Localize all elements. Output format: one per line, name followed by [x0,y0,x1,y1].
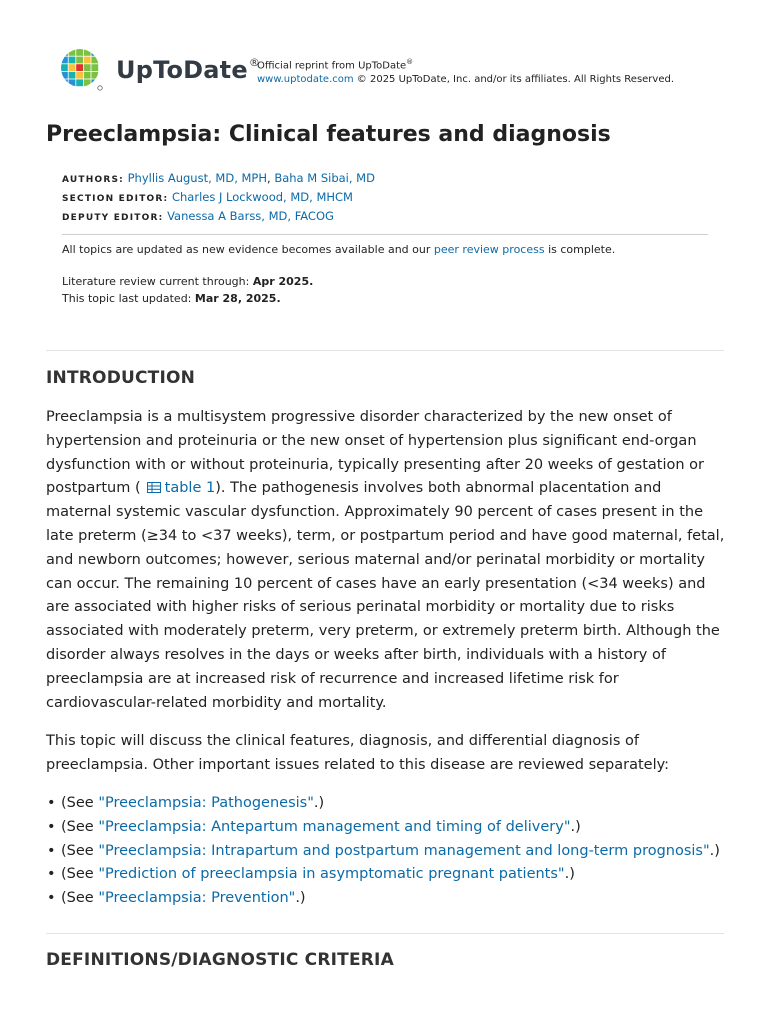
bullet: • [47,866,56,883]
section-divider [46,933,724,934]
topic-link-intrapartum-postpartum[interactable]: "Preeclampsia: Intrapartum and postpartum management and long-term prognosis" [98,842,710,859]
section-editor-row [62,189,375,208]
deputy-editor-label: DEPUTY EDITOR: [62,213,164,223]
see-suffix: .) [570,818,581,835]
section-heading-introduction: INTRODUCTION [46,368,196,388]
list-item [46,792,720,816]
logo-tile [84,49,91,56]
deputy-editor-link[interactable]: Vanessa A Barss, MD, FACOG [167,209,334,223]
deputy-editor-row [62,208,375,227]
site-link[interactable]: www.uptodate.com [257,74,354,86]
contributors-block [62,170,375,227]
bullet: • [47,818,56,835]
lit-review-date: Apr 2025. [252,275,314,288]
logo-tile [91,72,98,79]
logo-tile [91,79,98,86]
brand-header [60,48,260,92]
see-suffix: .) [564,866,575,883]
topic-link-prevention[interactable]: "Preeclampsia: Prevention" [98,890,296,907]
see-suffix: .) [313,795,325,811]
reprint-registered-mark: ® [406,58,414,66]
intro-paragraph [46,406,726,715]
section-editor-label: SECTION EDITOR: [62,194,169,204]
reprint-notice [257,55,674,87]
logo-tile [61,79,68,86]
authors-row [62,170,375,189]
scope-paragraph: This topic will discuss the clinical features, diagnosis, and differential diagnosis of preeclampsia. Other important issues related to this disease are reviewed separately: [46,733,670,773]
reprint-line: Official reprint from UpToDate [257,60,407,72]
logo-tile [84,72,91,79]
update-notice [62,243,615,256]
topic-link-pathogenesis[interactable]: "Preeclampsia: Pathogenesis" [98,795,314,811]
notice-text-end: is complete. [544,243,616,256]
logo-tile [84,64,91,71]
topic-link-prediction[interactable]: "Prediction of preeclampsia in asymptomatic pregnant patients" [98,866,565,883]
page-title: Preeclampsia: Clinical features and diagnosis [46,122,611,147]
see-prefix: (See [61,795,99,811]
logo-tile [69,79,76,86]
table-1-link[interactable]: table 1 [164,480,216,497]
logo-tile [61,64,68,71]
see-prefix: (See [61,842,99,859]
logo-tile [76,72,83,79]
related-topics-list [46,792,720,911]
logo-tile [61,57,68,64]
divider [62,234,708,235]
last-updated-date: Mar 28, 2025. [194,292,281,305]
table-icon [147,478,161,489]
bullet: • [47,842,56,859]
peer-review-link[interactable]: peer review process [433,243,545,256]
logo-tile [76,79,83,86]
see-suffix: .) [295,890,306,907]
list-item [46,887,720,911]
see-prefix: (See [61,818,99,835]
section-heading-definitions: DEFINITIONS/DIAGNOSTIC CRITERIA [46,950,394,970]
bullet: • [47,795,56,811]
last-updated-label: This topic last updated: [62,292,195,305]
author-link[interactable]: Baha M Sibai, MD [274,171,375,185]
lit-review-label: Literature review current through: [62,275,253,288]
logo-tile [69,49,76,56]
logo-tile [84,79,91,86]
section-editor-link[interactable]: Charles J Lockwood, MD, MHCM [171,190,353,204]
section-divider [46,350,724,351]
logo-tile [61,72,68,79]
see-prefix: (See [61,890,99,907]
logo-tile [91,64,98,71]
logo-tile [91,57,98,64]
review-dates [62,273,313,307]
intro-text: Preeclampsia is a multisystem progressive disorder characterized by the new onset of hypertension and proteinuria or the new onset of hypertension plus significant end-organ dysfunction with or without proteinuria, typically presenting after 20 weeks of gestation or postpartum ( [46,409,704,497]
list-item [46,840,720,864]
copyright-text: © 2025 UpToDate, Inc. and/or its affiliates. All Rights Reserved. [353,74,675,86]
list-item [46,816,720,840]
author-link[interactable]: Phyllis August, MD, MPH [127,171,268,185]
logo-tile [69,57,76,64]
logo-tile [76,64,83,71]
logo-tile [84,57,91,64]
intro-text-continued: ). The pathogenesis involves both abnormal placentation and maternal systemic vascular dysfunction. Approximately 90 percent of cases present in the late preterm (≥34 to <37 weeks), term, or postpartum period and have good maternal, fetal, and newborn outcomes; however, serious maternal and/or perinatal morbidity or mortality can occur. The remaining 10 percent of cases have an early presentation (<34 weeks) and are associated with higher risks of serious perinatal morbidity or mortality due to risks associated with moderately preterm, very preterm, or extremely preterm birth. Although the disorder always resolves in the days or weeks after birth, individuals with a history of preeclampsia are at increased risk of recurrence and increased lifetime risk for cardiovascular-related morbidity and mortality. [46,480,725,711]
logo-tile [69,64,76,71]
see-prefix: (See [61,866,99,883]
logo-tile [76,49,83,56]
notice-text: All topics are updated as new evidence becomes available and our [62,243,434,256]
logo-tile [61,49,68,56]
list-item [46,863,720,887]
brand-wordmark [116,56,260,84]
bullet: • [47,890,56,907]
uptodate-logo-icon [60,48,104,92]
logo-tile [91,49,98,56]
topic-link-antepartum-management[interactable]: "Preeclampsia: Antepartum management and timing of delivery" [98,818,571,835]
author-separator: , [267,171,275,185]
see-suffix: .) [709,842,720,859]
logo-tile [69,72,76,79]
registered-mark: ® [248,56,261,69]
brand-name: UpToDate [116,56,248,84]
authors-label: AUTHORS: [62,175,124,185]
logo-tile [76,57,83,64]
